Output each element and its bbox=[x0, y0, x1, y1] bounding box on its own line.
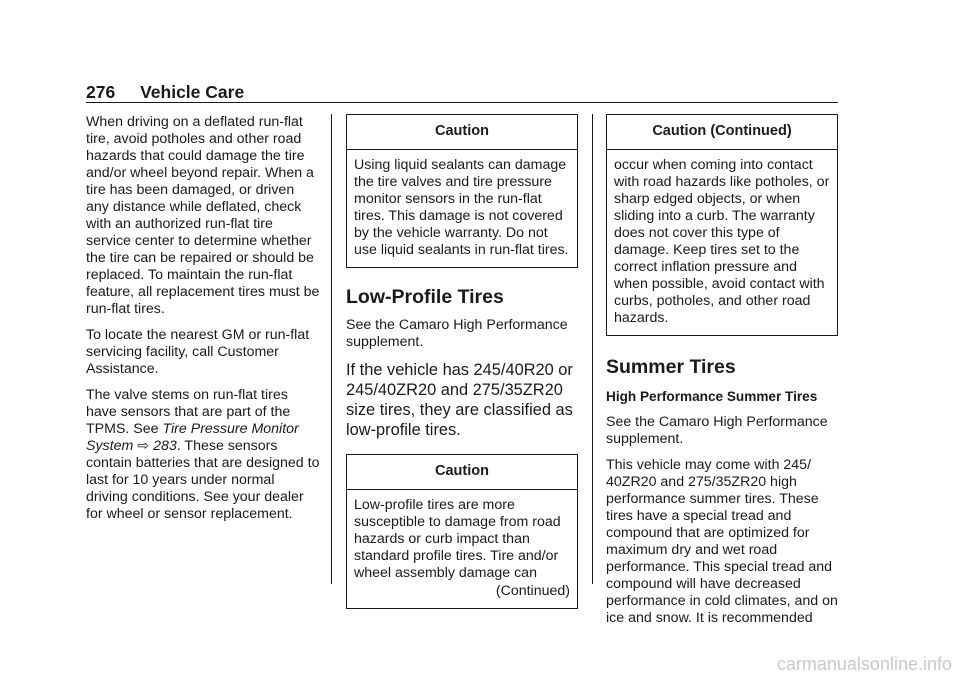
paragraph-service-facility: To locate the nearest GM or run-flat servicing facility, call Customer Assistance. bbox=[86, 327, 310, 377]
caution-title: Caution bbox=[347, 115, 577, 150]
paragraph-see-supplement: See the Camaro High Performance supplement. bbox=[346, 317, 568, 350]
column-3 bbox=[606, 114, 840, 636]
column-2 bbox=[346, 114, 580, 609]
caution-body: Using liquid sealants can damage the tire valves and tire pressure monitor sensors in the run-flat tires. This damage is not covered by the vehicle warranty. Do not use liquid sealants in run-flat tires. bbox=[354, 157, 569, 258]
caution-box-sealants bbox=[346, 114, 578, 268]
paragraph-valve-stems: The valve stems on run-flat tires have sensors that are part of the TPMS. See Tire Pressure Monitor System ⇨ 283. These sensors contain batteries that are designed to last for 10 years under normal driving conditions. See your dealer for wheel or sensor replacement. bbox=[86, 387, 320, 522]
continued-label: (Continued) bbox=[495, 583, 570, 599]
caution-title: Caution (Continued) bbox=[607, 115, 837, 150]
subhead-high-performance: High Performance Summer Tires bbox=[606, 389, 818, 404]
watermark: carmanualsonline.info bbox=[776, 654, 952, 674]
header-rule bbox=[86, 102, 838, 103]
heading-summer-tires: Summer Tires bbox=[606, 356, 736, 378]
section-title: Vehicle Care bbox=[140, 82, 245, 102]
subheading-low-profile-sizes: If the vehicle has 245/40R20 or 245/40ZR20 and 275/35ZR20 size tires, they are classified as low-profile tires. bbox=[346, 361, 573, 439]
paragraph-run-flat-driving: When driving on a deflated run-flat tire, avoid potholes and other road hazards that could damage the tire and/or wheel beyond repair. When a tire has been damaged, or driven any distance while deflated, check with an authorized run-flat tire service center to determine whether the tire can be repaired or should be replaced. To maintain the run-flat feature, all replacement tires must be run-flat tires. bbox=[86, 114, 320, 317]
column-1 bbox=[86, 114, 320, 532]
heading-low-profile-tires: Low-Profile Tires bbox=[346, 286, 504, 308]
page-ref-icon: ⇨ bbox=[137, 438, 150, 454]
page-ref-number[interactable]: 283 bbox=[153, 438, 177, 454]
column-divider-1 bbox=[331, 114, 332, 584]
paragraph-summer-tires: This vehicle may come with 245/ 40ZR20 and 275/35ZR20 high performance summer tires. These tires have a special tread and compound that are optimized for maximum dry and wet road performance. This special tread and compound will have decreased performance in cold climates, and on ice and snow. It is recommended bbox=[606, 457, 838, 626]
caution-title: Caution bbox=[347, 455, 577, 490]
page-header bbox=[86, 82, 244, 103]
caution-box-continued bbox=[606, 114, 838, 336]
paragraph-see-supplement: See the Camaro High Performance supplement. bbox=[606, 414, 828, 447]
tpms-link[interactable]: Tire Pressure Monitor System bbox=[86, 421, 299, 454]
column-divider-2 bbox=[592, 114, 593, 584]
caution-body: Low-profile tires are more susceptible to damage from road hazards or curb impact than standard profile tires. Tire and/or wheel assembly damage can (Continued) bbox=[354, 497, 570, 599]
caution-box-low-profile bbox=[346, 454, 578, 609]
page-number: 276 bbox=[86, 82, 116, 102]
caution-body: occur when coming into contact with road hazards like potholes, or sharp edged objects, or when sliding into a curb. The warranty does not cover this type of damage. Keep tires set to the correct inflation pressure and when possible, avoid contact with curbs, potholes, and other road hazards. bbox=[614, 157, 830, 326]
